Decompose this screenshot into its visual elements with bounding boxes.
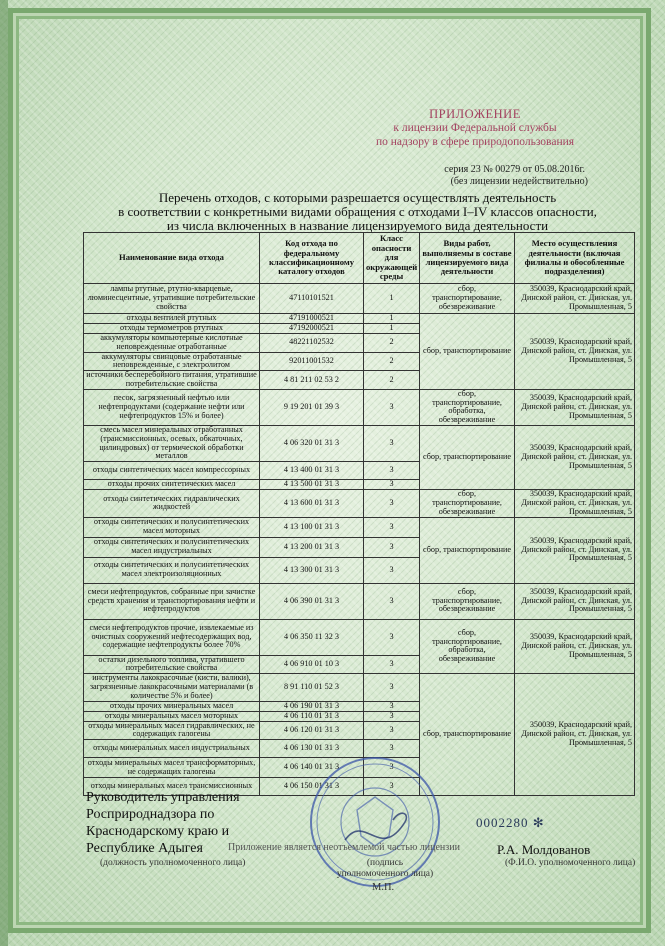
signatory-line2: Росприроднадзора по (86, 807, 215, 822)
hazard-class: 1 (364, 314, 420, 324)
waste-code: 47191000521 (260, 314, 364, 324)
table-row (84, 490, 635, 517)
waste-code: 4 13 400 01 31 3 (260, 462, 364, 480)
waste-code: 4 06 150 01 31 3 (260, 778, 364, 796)
hazard-class: 3 (364, 425, 420, 461)
hazard-class: 3 (364, 480, 420, 490)
waste-name: отходы прочих минеральных масел (84, 701, 260, 711)
hazard-class: 3 (364, 490, 420, 517)
waste-name: аккумуляторы компьютерные кислотные неповрежденные отработанные (84, 334, 260, 353)
waste-name: отходы минеральных масел гидравлических, не содержащих галогены (84, 721, 260, 740)
location: 350039, Краснодарский край, Динской район, ст. Динская, ул. Промышленная, 5 (515, 284, 635, 314)
appendix-line2: по надзору в сфере природопользования (375, 136, 575, 148)
signatory-line4: Республике Адыгея (86, 841, 203, 856)
hazard-class: 3 (364, 701, 420, 711)
hazard-class: 3 (364, 778, 420, 796)
waste-name: смесь масел минеральных отработанных (трансмиссионных, осевых, обкаточных, цилиндровых) от термической обработки металлов (84, 425, 260, 461)
waste-code: 48221102532 (260, 334, 364, 353)
waste-code: 47192000521 (260, 324, 364, 334)
work-types: сбор, транспортирование, обезвреживание (420, 583, 515, 619)
table-row (84, 619, 635, 655)
signatory-line3: Краснодарскому краю и (86, 824, 230, 839)
waste-code: 4 06 390 01 31 3 (260, 583, 364, 619)
heading-line3: из числа включенных в название лицензируемого вида деятельности (166, 218, 549, 233)
location: 350039, Краснодарский край, Динской район, ст. Динская, ул. Промышленная, 5 (515, 425, 635, 489)
caption-position: (должность уполномоченного лица) (100, 858, 246, 868)
table-header-row (84, 233, 635, 284)
waste-name: инструменты лакокрасочные (кисти, валики), загрязненные лакокрасочными материалами (в количестве 5% и более) (84, 674, 260, 701)
hazard-class: 3 (364, 721, 420, 740)
header-waste-name: Наименование вида отхода (84, 233, 260, 284)
waste-code: 47110101521 (260, 284, 364, 314)
hazard-class: 3 (364, 619, 420, 655)
waste-code: 4 06 320 01 31 3 (260, 425, 364, 461)
work-types: сбор, транспортирование (420, 314, 515, 390)
signatory-position (86, 789, 240, 857)
location: 350039, Краснодарский край, Динской район, ст. Динская, ул. Промышленная, 5 (515, 517, 635, 583)
location: 350039, Краснодарский край, Динской район, ст. Динская, ул. Промышленная, 5 (515, 674, 635, 796)
document-heading (95, 191, 620, 233)
waste-code: 4 13 300 01 31 3 (260, 557, 364, 583)
hazard-class: 1 (364, 324, 420, 334)
waste-name: отходы синтетических масел компрессорных (84, 462, 260, 480)
waste-name: смеси нефтепродуктов, собранные при зачистке средств хранения и транспортирования нефти и нефтепродуктов (84, 583, 260, 619)
waste-name: отходы минеральных масел трансмиссионных (84, 778, 260, 796)
series-number: серия 23 № 00279 от 05.08.2016г. (444, 164, 585, 175)
hazard-class: 3 (364, 674, 420, 701)
location: 350039, Краснодарский край, Динской район, ст. Динская, ул. Промышленная, 5 (515, 389, 635, 425)
hazard-class: 3 (364, 655, 420, 674)
table-row (84, 425, 635, 461)
waste-code: 4 06 910 01 10 3 (260, 655, 364, 674)
hazard-class: 1 (364, 284, 420, 314)
header-hazard-class: Класс опасности для окружающей среды (364, 233, 420, 284)
table-row (84, 314, 635, 324)
waste-name: отходы минеральных масел индустриальных (84, 740, 260, 758)
hazard-class: 3 (364, 711, 420, 721)
waste-name: отходы термометров ртутных (84, 324, 260, 334)
appendix-line1: к лицензии Федеральной службы (393, 122, 557, 134)
waste-code: 8 91 110 01 52 3 (260, 674, 364, 701)
waste-code: 92011001532 (260, 352, 364, 371)
waste-code: 4 06 120 01 31 3 (260, 721, 364, 740)
signatory-name: Р.А. Молдованов (497, 842, 591, 857)
waste-code: 4 81 211 02 53 2 (260, 371, 364, 390)
waste-code: 4 13 100 01 31 3 (260, 517, 364, 537)
work-types: сбор, транспортирование (420, 674, 515, 796)
waste-name: аккумуляторы свинцовые отработанные неповрежденные, с электролитом (84, 352, 260, 371)
hazard-class: 3 (364, 583, 420, 619)
work-types: сбор, транспортирование, обезвреживание (420, 284, 515, 314)
waste-name: отходы минеральных масел моторных (84, 711, 260, 721)
hazard-class: 3 (364, 462, 420, 480)
appendix-header (345, 107, 605, 149)
waste-code: 4 13 600 01 31 3 (260, 490, 364, 517)
waste-code: 4 06 140 01 31 3 (260, 758, 364, 778)
table-row (84, 674, 635, 701)
waste-name: песок, загрязненный нефтью или нефтепродуктами (содержание нефти или нефтепродуктов 15% и более) (84, 389, 260, 425)
waste-name: отходы вентилей ртутных (84, 314, 260, 324)
waste-name: лампы ртутные, ртутно-кварцевые, люминесцентные, утратившие потребительские свойства (84, 284, 260, 314)
work-types: сбор, транспортирование, обработка, обезвреживание (420, 619, 515, 674)
hazard-class: 3 (364, 740, 420, 758)
waste-name: отходы синтетических и полусинтетических масел индустриальных (84, 537, 260, 557)
header-work-types: Виды работ, выполняемы в составе лицензируемого вида деятельности (420, 233, 515, 284)
binding-spine (0, 0, 8, 946)
waste-name: отходы прочих синтетических масел (84, 480, 260, 490)
waste-name: остатки дизельного топлива, утратившего потребительские свойства (84, 655, 260, 674)
appendix-footnote: Приложение является неотъемлемой частью лицензии (228, 842, 460, 853)
table-row (84, 389, 635, 425)
hazard-class: 3 (364, 517, 420, 537)
series-note: (без лицензии недействительно) (450, 176, 588, 187)
waste-code: 4 06 110 01 31 3 (260, 711, 364, 721)
heading-line1: Перечень отходов, с которыми разрешается осуществлять деятельность (158, 190, 557, 205)
table-row (84, 517, 635, 537)
hazard-class: 2 (364, 334, 420, 353)
location: 350039, Краснодарский край, Динской район, ст. Динская, ул. Промышленная, 5 (515, 490, 635, 517)
waste-name: смеси нефтепродуктов прочие, извлекаемые из очистных сооружений нефтесодержащих вод, содержащие нефтепродукты более 70% (84, 619, 260, 655)
waste-name: отходы синтетических и полусинтетических масел моторных (84, 517, 260, 537)
stamp-place-label: М.П. (372, 882, 395, 893)
waste-code: 4 06 350 11 32 3 (260, 619, 364, 655)
location: 350039, Краснодарский край, Динской район, ст. Динская, ул. Промышленная, 5 (515, 619, 635, 674)
form-number: 0002280 ✻ (476, 815, 545, 830)
waste-name: отходы синтетических гидравлических жидкостей (84, 490, 260, 517)
waste-code: 4 06 190 01 31 3 (260, 701, 364, 711)
caption-signature: (подпись уполномоченного лица) (336, 858, 434, 879)
waste-code: 4 13 500 01 31 3 (260, 480, 364, 490)
table-row (84, 284, 635, 314)
work-types: сбор, транспортирование (420, 425, 515, 489)
work-types: сбор, транспортирование, обезвреживание (420, 490, 515, 517)
hazard-class: 2 (364, 371, 420, 390)
hazard-class: 2 (364, 352, 420, 371)
work-types: сбор, транспортирование, обработка, обезвреживание (420, 389, 515, 425)
hazard-class: 3 (364, 537, 420, 557)
header-location: Место осуществления деятельности (включая филиалы и обособленные подразделения) (515, 233, 635, 284)
series-block (444, 163, 588, 187)
waste-name: источники бесперебойного питания, утратившие потребительские свойства (84, 371, 260, 390)
waste-table (83, 232, 635, 796)
waste-code: 4 06 130 01 31 3 (260, 740, 364, 758)
hazard-class: 3 (364, 758, 420, 778)
table-row (84, 583, 635, 619)
waste-code: 4 13 200 01 31 3 (260, 537, 364, 557)
appendix-title: ПРИЛОЖЕНИЕ (429, 107, 521, 121)
work-types: сбор, транспортирование (420, 517, 515, 583)
signatory-line1: Руководитель управления (86, 790, 240, 805)
hazard-class: 3 (364, 389, 420, 425)
heading-line2: в соответствии с конкретными видами обращения с отходами I–IV классов опасности, (118, 204, 597, 219)
waste-name: отходы минеральных масел трансформаторных, не содержащих галогены (84, 758, 260, 778)
location: 350039, Краснодарский край, Динской район, ст. Динская, ул. Промышленная, 5 (515, 583, 635, 619)
hazard-class: 3 (364, 557, 420, 583)
caption-name: (Ф.И.О. уполномоченного лица) (505, 858, 636, 868)
waste-name: отходы синтетических и полусинтетических масел электроизоляционных (84, 557, 260, 583)
header-waste-code: Код отхода по федеральному классификационному каталогу отходов (260, 233, 364, 284)
waste-code: 9 19 201 01 39 3 (260, 389, 364, 425)
location: 350039, Краснодарский край, Динской район, ст. Динская, ул. Промышленная, 5 (515, 314, 635, 390)
